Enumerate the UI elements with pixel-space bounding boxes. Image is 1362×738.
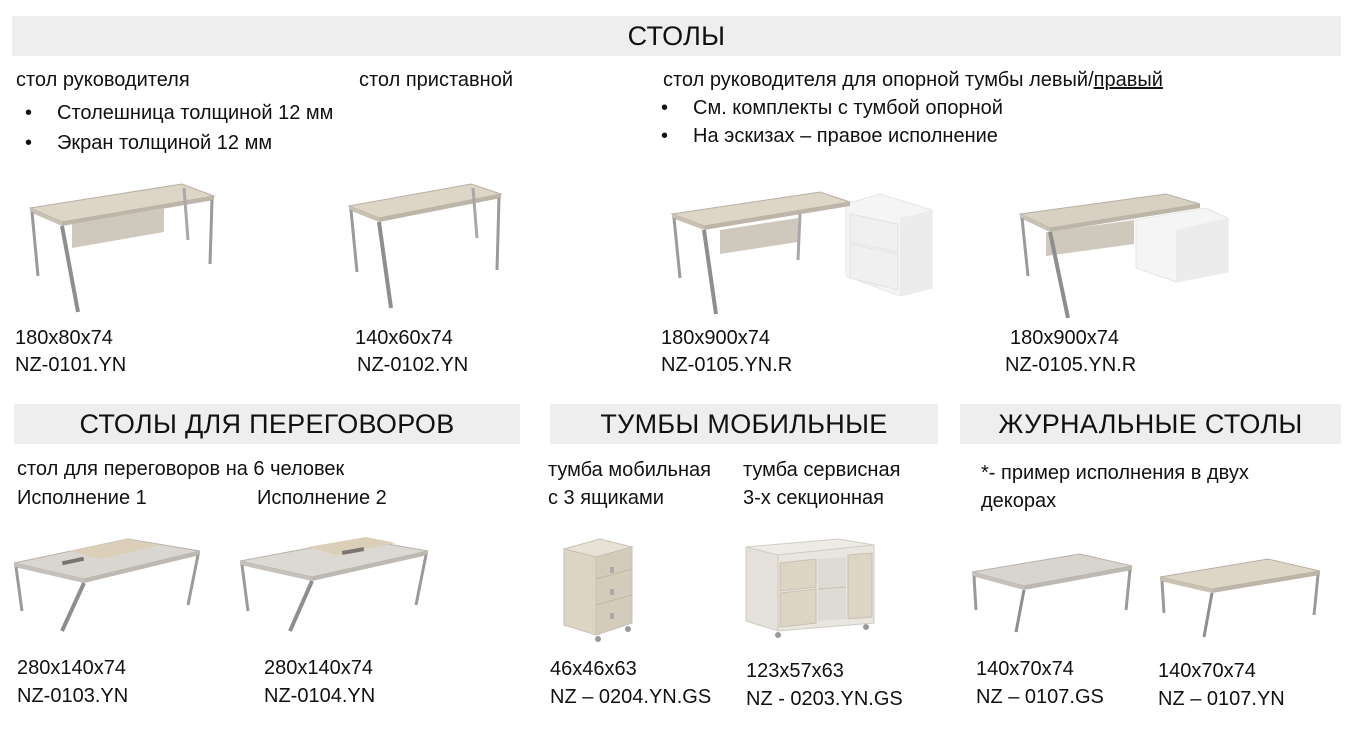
bullet-text: На эскизах – правое исполнение [693, 125, 998, 147]
bullet-item [25, 131, 273, 155]
mobile-pedestal-image [560, 535, 640, 645]
label-mobile-pedestal-2: с 3 ящиками [548, 487, 664, 509]
label-exec-pedestal-desk [663, 68, 1163, 92]
coffee-table-gs-image [968, 550, 1138, 640]
label-variant-2: Исполнение 2 [257, 487, 387, 509]
bullet-item [661, 124, 998, 148]
meeting-table-1-image [10, 525, 205, 635]
coffee-code: NZ – 0107.YN [1158, 688, 1285, 710]
label-meeting-table: стол для переговоров на 6 человек [17, 458, 345, 480]
desk-code: NZ-0105.YN.R [1005, 354, 1137, 376]
coffee-note: *- пример исполнения в двух [981, 462, 1249, 484]
section-header-desks: СТОЛЫ [12, 16, 1341, 56]
coffee-code: NZ – 0107.GS [976, 686, 1104, 708]
coffee-size: 140x70x74 [976, 658, 1074, 680]
desk-size: 180x900x74 [1010, 327, 1119, 349]
desk-exec-image [24, 180, 224, 320]
desk-size: 180x80x74 [15, 327, 113, 349]
coffee-size: 140x70x74 [1158, 660, 1256, 682]
coffee-note-2: декорах [981, 490, 1057, 512]
meeting-size: 280x140x74 [264, 657, 373, 679]
meeting-table-2-image [236, 525, 436, 635]
label-exec-desk: стол руководителя [16, 69, 190, 91]
mobile-code: NZ - 0203.YN.GS [746, 688, 903, 710]
desk-exec-pedestal-rear-image [1016, 190, 1236, 325]
meeting-size: 280x140x74 [17, 657, 126, 679]
service-pedestal-image [742, 535, 882, 645]
label-right-version: правый [1093, 69, 1163, 91]
meeting-code: NZ-0103.YN [17, 685, 129, 707]
coffee-table-yn-image [1156, 555, 1326, 645]
mobile-code: NZ – 0204.YN.GS [550, 686, 712, 708]
bullet-text: Экран толщиной 12 мм [57, 132, 273, 154]
bullet-icon: • [661, 97, 669, 119]
bullet-text: Столешница толщиной 12 мм [57, 102, 334, 124]
label-mobile-pedestal: тумба мобильная [548, 459, 711, 481]
label-variant-1: Исполнение 1 [17, 487, 147, 509]
label-service-pedestal: тумба сервисная [743, 459, 901, 481]
meeting-code: NZ-0104.YN [264, 685, 376, 707]
label-side-desk: стол приставной [359, 69, 513, 91]
desk-exec-pedestal-image [670, 190, 940, 320]
desk-code: NZ-0101.YN [15, 354, 127, 376]
label-service-pedestal-2: 3-х секционная [743, 487, 885, 509]
bullet-icon: • [25, 132, 33, 154]
section-header-meeting: СТОЛЫ ДЛЯ ПЕРЕГОВОРОВ [14, 404, 520, 444]
desk-size: 140x60x74 [355, 327, 453, 349]
section-header-mobile: ТУМБЫ МОБИЛЬНЫЕ [550, 404, 938, 444]
bullet-icon: • [661, 125, 669, 147]
bullet-item [661, 96, 1003, 120]
desk-code: NZ-0102.YN [357, 354, 469, 376]
desk-code: NZ-0105.YN.R [661, 354, 793, 376]
section-header-coffee: ЖУРНАЛЬНЫЕ СТОЛЫ [960, 404, 1341, 444]
mobile-size: 46x46x63 [550, 658, 637, 680]
bullet-icon: • [25, 102, 33, 124]
desk-side-image [345, 180, 515, 310]
mobile-size: 123x57x63 [746, 660, 844, 682]
bullet-item [25, 101, 334, 125]
bullet-text: См. комплекты с тумбой опорной [693, 97, 1003, 119]
label-exec-pedestal-text: стол руководителя для опорной тумбы левый/ [663, 69, 1094, 91]
desk-size: 180x900x74 [661, 327, 770, 349]
